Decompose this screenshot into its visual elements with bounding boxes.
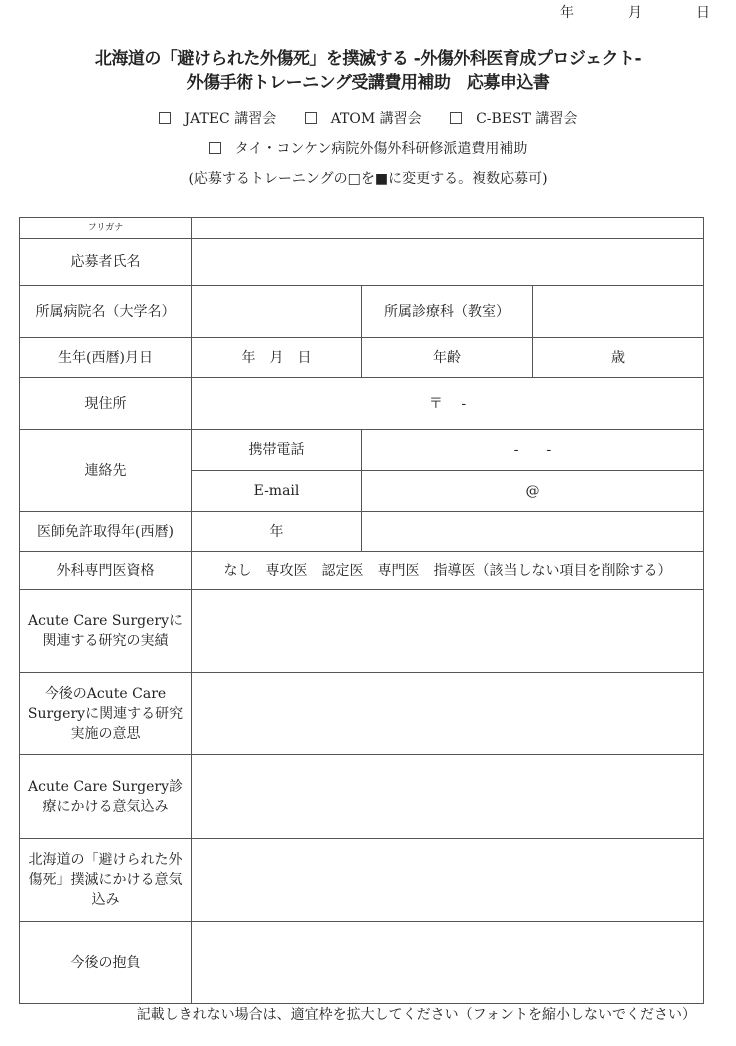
date-line	[560, 2, 710, 22]
row-furigana	[20, 218, 704, 239]
date-year: 年	[560, 5, 574, 21]
name-label: 応募者氏名	[20, 239, 192, 286]
department-field[interactable]	[533, 286, 704, 338]
furigana-field[interactable]	[192, 218, 704, 239]
option-khon-kaen[interactable]: タイ・コンケン病院外傷外科研修派遣費用補助	[209, 141, 528, 157]
row-birth	[20, 338, 704, 378]
row-practice-motivation	[20, 755, 704, 839]
license-label: 医師免許取得年(西暦)	[20, 512, 192, 552]
hospital-label: 所属病院名（大学名）	[20, 286, 192, 338]
email-label: E-mail	[192, 471, 362, 512]
eradication-motivation-label: 北海道の「避けられた外傷死」撲滅にかける意気込み	[20, 839, 192, 922]
research-intent-field[interactable]	[192, 673, 704, 755]
date-day: 日	[696, 5, 710, 21]
aspiration-label: 今後の抱負	[20, 922, 192, 1004]
checkbox-icon[interactable]	[159, 112, 171, 124]
date-month: 月	[628, 5, 642, 21]
practice-motivation-label: Acute Care Surgery診療にかける意気込み	[20, 755, 192, 839]
options-instruction: (応募するトレーニングの□を■に変更する。複数応募可)	[188, 171, 548, 187]
eradication-motivation-field[interactable]	[192, 839, 704, 922]
address-field[interactable]: 〒 -	[192, 378, 704, 430]
row-affiliation	[20, 286, 704, 338]
option-cbest[interactable]: C-BEST 講習会	[450, 111, 577, 127]
checkbox-icon[interactable]	[305, 112, 317, 124]
row-mobile	[20, 430, 704, 471]
name-field[interactable]	[192, 239, 704, 286]
furigana-label: フリガナ	[20, 218, 192, 239]
option-atom[interactable]: ATOM 講習会	[305, 111, 422, 127]
specialty-label: 外科専門医資格	[20, 552, 192, 590]
research-record-label: Acute Care Surgeryに関連する研究の実績	[20, 590, 192, 673]
research-intent-label: 今後のAcute Care Surgeryに関連する研究実施の意思	[20, 673, 192, 755]
age-label: 年齢	[362, 338, 533, 378]
training-options-row-2	[0, 138, 736, 158]
license-blank	[362, 512, 704, 552]
title-line-1: 北海道の「避けられた外傷死」を撲滅する -外傷外科医育成プロジェクト-	[94, 49, 642, 69]
row-license	[20, 512, 704, 552]
checkbox-icon[interactable]	[209, 142, 221, 154]
research-record-field[interactable]	[192, 590, 704, 673]
training-options-row-1	[0, 108, 736, 128]
practice-motivation-field[interactable]	[192, 755, 704, 839]
contact-label: 連絡先	[20, 430, 192, 512]
email-field[interactable]: @	[362, 471, 704, 512]
row-address	[20, 378, 704, 430]
department-label: 所属診療科（教室）	[362, 286, 533, 338]
birth-label: 生年(西暦)月日	[20, 338, 192, 378]
option-jatec[interactable]: JATEC 講習会	[159, 111, 277, 127]
aspiration-field[interactable]	[192, 922, 704, 1004]
row-eradication-motivation	[20, 839, 704, 922]
checkbox-icon[interactable]	[450, 112, 462, 124]
row-specialty	[20, 552, 704, 590]
birth-field[interactable]: 年 月 日	[192, 338, 362, 378]
license-year-field[interactable]: 年	[192, 512, 362, 552]
mobile-field[interactable]: - -	[362, 430, 704, 471]
hospital-field[interactable]	[192, 286, 362, 338]
row-research-intent	[20, 673, 704, 755]
application-form-table	[19, 217, 704, 1004]
title-line-2: 外傷手術トレーニング受講費用補助 応募申込書	[186, 73, 550, 93]
address-label: 現住所	[20, 378, 192, 430]
footer-note: 記載しきれない場合は、適宜枠を拡大してください（フォントを縮小しないでください）	[136, 1007, 696, 1023]
age-field[interactable]: 歳	[533, 338, 704, 378]
row-research-record	[20, 590, 704, 673]
row-aspiration	[20, 922, 704, 1004]
mobile-label: 携帯電話	[192, 430, 362, 471]
row-name	[20, 239, 704, 286]
specialty-field[interactable]: なし 専攻医 認定医 専門医 指導医（該当しない項目を削除する）	[192, 552, 704, 590]
